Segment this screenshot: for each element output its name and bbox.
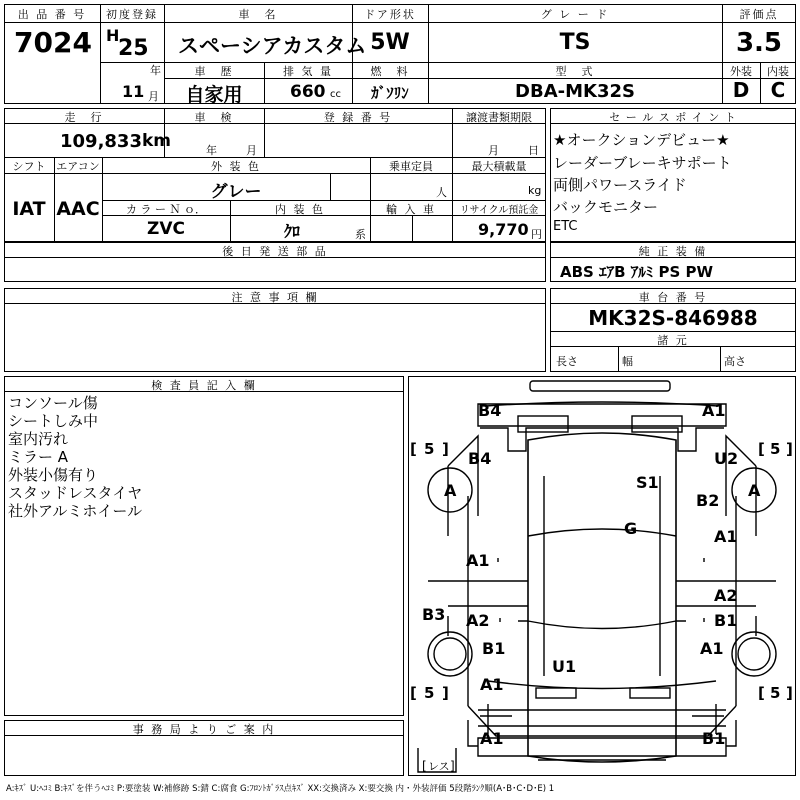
width-label: 幅 — [622, 355, 633, 368]
svg-text:]: ] — [786, 684, 793, 702]
mark-b1-right: B1 — [714, 611, 738, 630]
inspector-note-5: 外装小傷有り — [8, 466, 99, 484]
interior-label: 内装 — [767, 65, 789, 78]
mark-u1: U1 — [552, 657, 577, 676]
inspector-note-1: コンソール傷 — [8, 394, 98, 412]
interior-color-unit: 系 — [355, 228, 366, 241]
inspector-note-2: シートしみ中 — [8, 412, 99, 430]
inspector-note-4: ミラー A — [8, 448, 69, 466]
legend: A:ｷｽﾞ U:ﾍｺﾐ B:ｷｽﾞを伴うﾍｺﾐ P:要塗装 W:補修跡 S:錆 C:腐食 G:ﾌﾛﾝﾄｶﾞﾗｽ点ｷｽﾞ XX:交換済み X:要交換 内・外装評価 5段階ﾗﾝｸ順(A･B･C･D･E) 1 — [6, 784, 555, 794]
mark-a2-right: A2 — [714, 586, 738, 605]
tire-rear-right: 5 — [770, 684, 781, 702]
mark-b1-bottom: B1 — [702, 729, 726, 748]
model-label: 型 式 — [555, 65, 595, 78]
aircon-label: エアコン — [56, 160, 100, 173]
recycle-label: リサイクル預託金 — [459, 205, 539, 216]
mileage-unit: km — [142, 131, 172, 151]
history: 自家用 — [185, 84, 243, 106]
transfer-deadline-label: 譲渡書類期限 — [466, 111, 532, 124]
specs-label: 諸 元 — [657, 334, 689, 347]
svg-text:]: ] — [442, 684, 449, 702]
color-label: 外 装 色 — [211, 160, 261, 173]
mark-b2: B2 — [696, 491, 720, 510]
recycle-fee: 9,770 — [478, 220, 529, 239]
year-unit: 年 — [150, 64, 161, 77]
displacement-label: 排 気 量 — [283, 65, 333, 78]
registration-number-label: 登 録 番 号 — [323, 111, 393, 124]
color-no: ZVC — [147, 219, 185, 239]
model: DBA-MK32S — [515, 81, 635, 102]
svg-text:[: [ — [422, 759, 427, 773]
mark-a1-right-low: A1 — [700, 639, 724, 658]
max-load-unit: kg — [528, 184, 542, 197]
tire-rear-left: 5 — [424, 684, 435, 702]
recycle-unit: 円 — [531, 228, 542, 241]
car-name: スペーシアカスタム — [178, 34, 367, 58]
selling-point-5: ETC — [553, 219, 578, 234]
month-unit: 月 — [148, 90, 159, 103]
svg-text:[: [ — [410, 684, 417, 702]
grade-label: グ レ ー ド — [540, 8, 610, 21]
inspector-note-3: 室内汚れ — [8, 430, 69, 448]
equipment-label: 純 正 装 備 — [638, 245, 708, 258]
door-label: ドア形状 — [364, 8, 416, 21]
mark-a1-left-low: A1 — [480, 675, 504, 694]
import-label: 輸 入 車 — [386, 203, 436, 216]
later-parts-label: 後 日 発 送 部 品 — [222, 245, 328, 258]
height-label: 高さ — [724, 355, 746, 368]
fuel-label: 燃 料 — [370, 65, 410, 78]
equipment: ABS ｴｱB ｱﾙﾐ PS PW — [560, 263, 714, 281]
transfer-month-unit: 月 — [488, 144, 499, 157]
lot-number: 7024 — [14, 26, 92, 59]
displacement: 660 — [290, 82, 326, 102]
details-table — [4, 108, 546, 242]
era: H — [106, 26, 120, 45]
interior-color: ｸﾛ — [284, 222, 301, 241]
shift-label: シフト — [12, 160, 46, 173]
aircon: AAC — [56, 198, 100, 220]
selling-point-4: バックモニター — [553, 198, 659, 216]
door-type: 5W — [370, 30, 410, 55]
lot-number-label: 出 品 番 号 — [17, 8, 87, 21]
transfer-day-unit: 日 — [528, 144, 539, 157]
color: グレー — [210, 182, 262, 202]
inspection-month-unit: 月 — [246, 144, 257, 157]
inspection-label: 車 検 — [194, 111, 234, 124]
tire-front-left: 5 — [424, 440, 435, 458]
displacement-unit: cc — [330, 89, 341, 100]
history-label: 車 歴 — [194, 65, 234, 78]
max-load-label: 最大積載量 — [471, 160, 527, 173]
exterior-score: D — [732, 78, 750, 102]
svg-text:[: [ — [410, 440, 417, 458]
score: 3.5 — [735, 28, 783, 58]
svg-text:]: ] — [450, 759, 455, 773]
office-label: 事 務 局 よ り ご 案 内 — [132, 723, 276, 736]
first-registration-label: 初度登録 — [106, 8, 158, 21]
selling-point-1: ★オークションデビュー★ — [553, 131, 730, 149]
capacity-label: 乗車定員 — [389, 160, 433, 173]
selling-point-2: レーダーブレーキサポート — [553, 154, 732, 172]
svg-text:[: [ — [758, 684, 765, 702]
grade: TS — [559, 30, 591, 55]
inspector-note-6: スタッドレスタイヤ — [8, 484, 143, 502]
length-label: 長さ — [556, 355, 578, 368]
mark-g: G — [624, 519, 638, 538]
car-diagram — [408, 376, 796, 776]
mark-s1: S1 — [636, 473, 659, 492]
mark-a2-left: A2 — [466, 611, 490, 630]
mark-u2-right: U2 — [714, 449, 739, 468]
caution-label: 注 意 事 項 欄 — [231, 291, 319, 304]
shift: IAT — [12, 198, 46, 220]
car-outline — [428, 381, 776, 762]
svg-text:]: ] — [786, 440, 793, 458]
fuel: ｶﾞｿﾘﾝ — [371, 84, 409, 102]
inspector-note-7: 社外アルミホイール — [8, 502, 143, 520]
interior-color-label: 内 装 色 — [275, 203, 325, 216]
registration-year: 25 — [118, 36, 149, 61]
mark-a1-top: A1 — [702, 401, 726, 420]
car-name-label: 車 名 — [238, 8, 278, 21]
score-label: 評価点 — [739, 8, 779, 21]
interior-score: C — [770, 78, 786, 102]
mark-a1-bottom: A1 — [480, 729, 504, 748]
mark-b1-left: B1 — [482, 639, 506, 658]
inspection-year-unit: 年 — [206, 144, 217, 157]
svg-text:[: [ — [758, 440, 765, 458]
chassis-number: MK32S-846988 — [588, 306, 758, 330]
spare-label: レス — [428, 760, 450, 773]
mark-b4-top: B4 — [478, 401, 502, 420]
mark-b3: B3 — [422, 605, 446, 624]
tire-front-right: 5 — [770, 440, 781, 458]
selling-point-3: 両側パワースライド — [553, 176, 687, 194]
mark-a1-right-mid: A1 — [714, 527, 738, 546]
registration-month: 11 — [122, 82, 145, 101]
wheels — [428, 468, 776, 676]
chassis-label: 車 台 番 号 — [638, 291, 708, 304]
mileage: 109,833 — [60, 131, 142, 152]
capacity-unit: 人 — [436, 186, 447, 199]
mark-b4-left: B4 — [468, 449, 492, 468]
wheel-front-left-mark: A — [444, 481, 457, 500]
exterior-label: 外装 — [730, 65, 752, 78]
mark-a1-left-mid: A1 — [466, 551, 490, 570]
color-no-label: カ ラ ー Ｎ ｏ． — [126, 203, 206, 216]
inspector-label: 検 査 員 記 入 欄 — [151, 379, 257, 392]
mileage-label: 走 行 — [64, 111, 104, 124]
wheel-front-right-mark: A — [748, 481, 761, 500]
svg-text:]: ] — [442, 440, 449, 458]
selling-points-label: セ ー ル ス ポ イ ン ト — [609, 111, 737, 124]
